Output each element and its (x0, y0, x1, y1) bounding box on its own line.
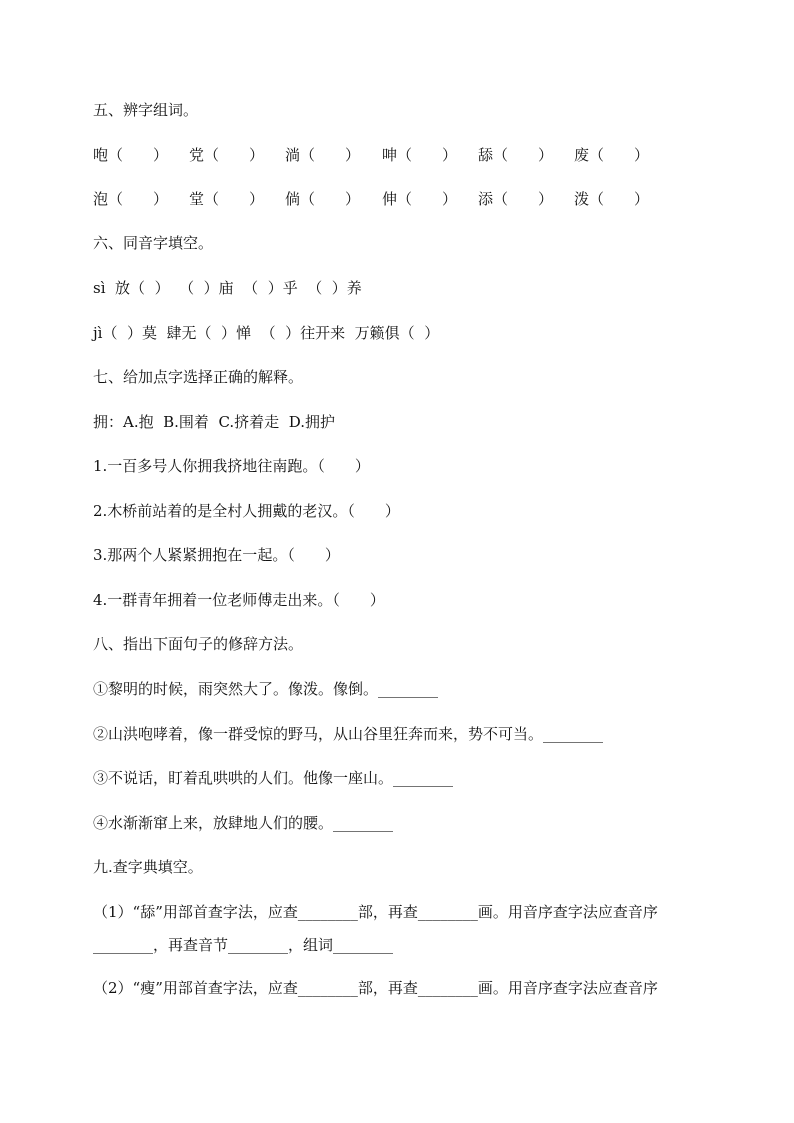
rhetoric-item: ③不说话，盯着乱哄哄的人们。他像一座山。________ (93, 769, 454, 787)
section-9-heading: 九.查字典填空。 (93, 858, 203, 876)
word-item: 倘（ ） (285, 190, 361, 208)
question-item: 4.一群青年拥着一位老师傅走出来。（ ） (93, 591, 385, 609)
section-7-heading: 七、给加点字选择正确的解释。 (93, 368, 304, 386)
dictionary-line: ________，再查音节________，组词________ (93, 936, 394, 954)
word-item: 废（ ） (574, 146, 650, 164)
question-item: 3.那两个人紧紧拥抱在一起。（ ） (93, 546, 340, 564)
meaning-options: 拥：A.抱 B.围着 C.挤着走 D.拥护 (93, 413, 335, 431)
word-item: 舔（ ） (478, 146, 554, 164)
section-6-heading: 六、同音字填空。 (93, 234, 214, 252)
word-item: 添（ ） (478, 190, 554, 208)
word-item: 伸（ ） (382, 190, 458, 208)
word-item: 堂（ ） (189, 190, 265, 208)
homophone-line-ji: jì（ ）莫 肆无（ ）惮 （ ）往开来 万籁俱（ ） (93, 324, 440, 342)
word-item: 党（ ） (189, 146, 265, 164)
word-item: 泡（ ） (93, 190, 169, 208)
homophone-line-si: sì 放（ ） （ ）庙 （ ）乎 （ ）养 (93, 279, 362, 297)
section-5-heading: 五、辨字组词。 (93, 101, 199, 119)
section-8-heading: 八、指出下面句子的修辞方法。 (93, 635, 304, 653)
word-item: 咆（ ） (93, 146, 169, 164)
question-item: 2.木桥前站着的是全村人拥戴的老汉。（ ） (93, 502, 400, 520)
word-item: 泼（ ） (574, 190, 650, 208)
rhetoric-item: ④水渐渐窜上来，放肆地人们的腰。________ (93, 814, 394, 832)
rhetoric-item: ①黎明的时候，雨突然大了。像泼。像倒。________ (93, 680, 439, 698)
dictionary-line: （2）“瘦”用部首查字法，应查________部，再查________画。用音序查字法应查音序 (93, 979, 658, 997)
word-item: 淌（ ） (285, 146, 361, 164)
question-item: 1.一百多号人你拥我挤地往南跑。（ ） (93, 457, 370, 475)
word-item: 呻（ ） (382, 146, 458, 164)
rhetoric-item: ②山洪咆哮着，像一群受惊的野马，从山谷里狂奔而来，势不可当。________ (93, 725, 604, 743)
dictionary-line: （1）“舔”用部首查字法，应查________部，再查________画。用音序查字法应查音序 (93, 903, 658, 921)
